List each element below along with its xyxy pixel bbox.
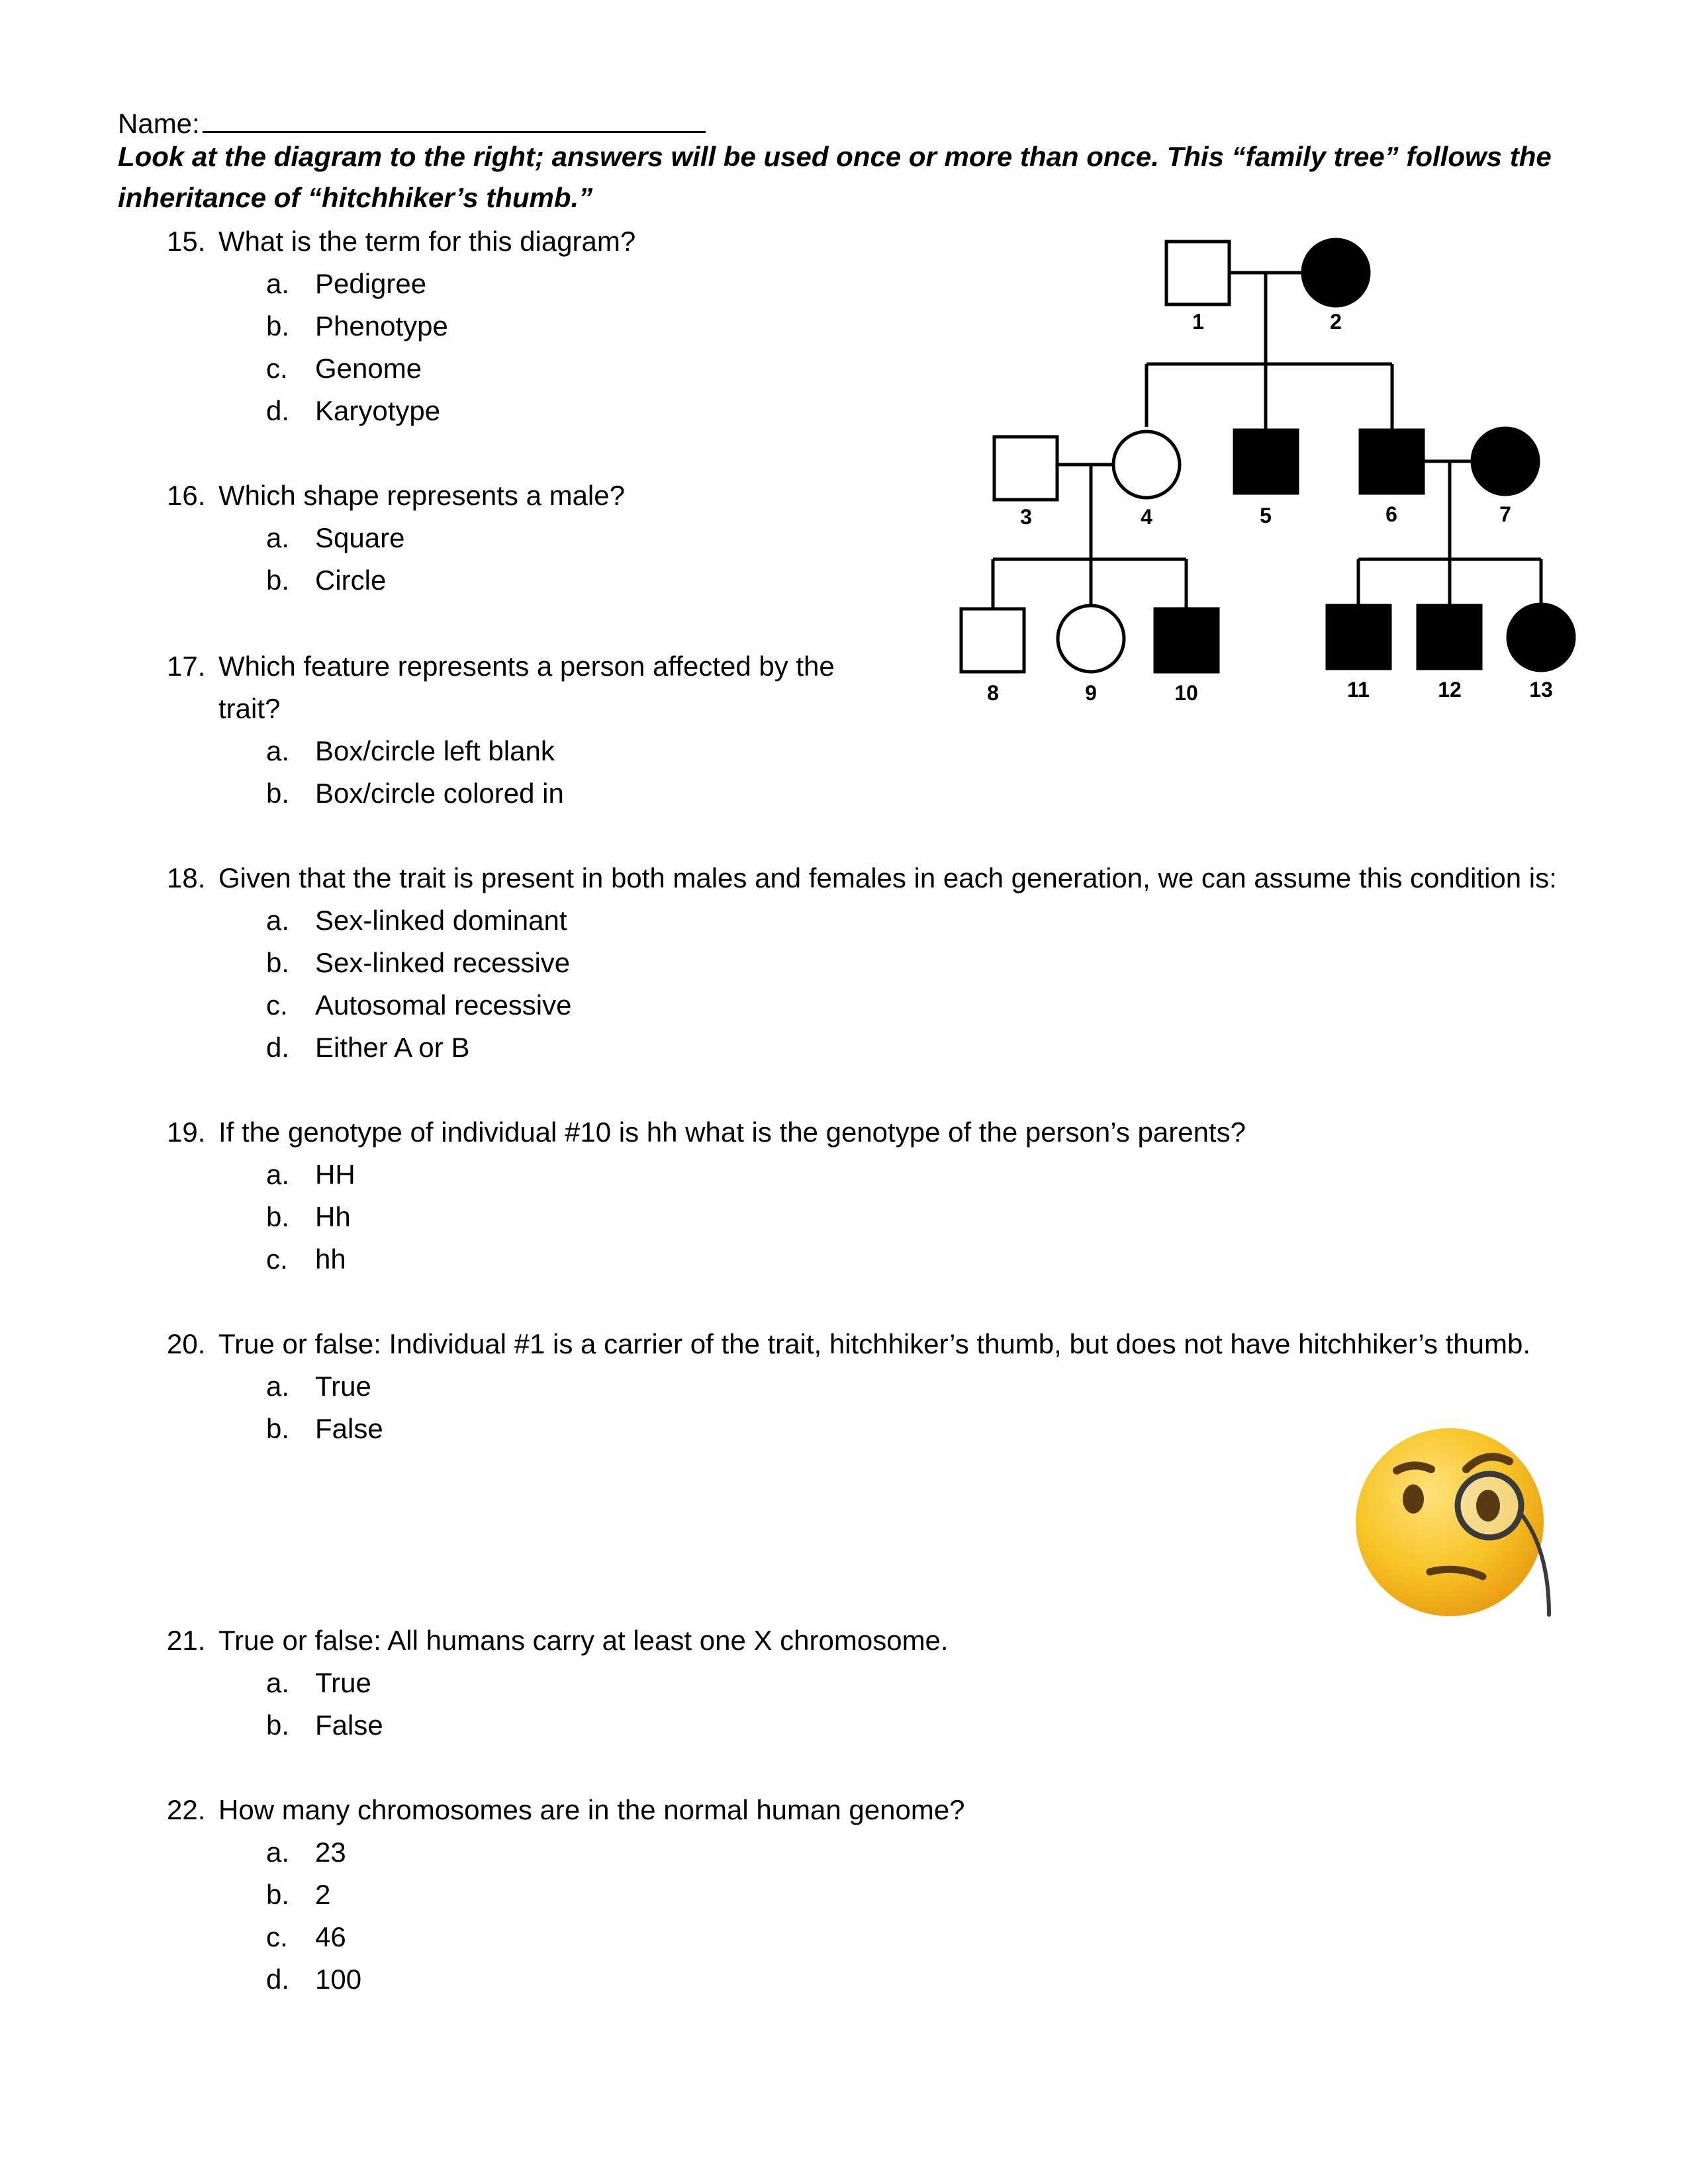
option-letter: a. — [266, 1159, 290, 1190]
name-label: Name: — [118, 108, 200, 139]
individual-5-male-affected — [1235, 430, 1297, 493]
label-1: 1 — [1192, 310, 1204, 334]
individual-10-male-affected — [1155, 609, 1218, 672]
individual-13-female-affected — [1508, 604, 1574, 670]
option-text: 2 — [315, 1879, 331, 1910]
question-20 — [167, 1330, 1530, 1358]
q18-option-c[interactable] — [266, 991, 572, 1019]
label-9: 9 — [1085, 681, 1097, 705]
q22-option-c[interactable] — [266, 1923, 346, 1951]
option-letter: d. — [266, 1032, 290, 1063]
option-text: Autosomal recessive — [315, 989, 572, 1021]
option-letter: b. — [266, 565, 290, 596]
q20-option-b[interactable] — [266, 1415, 383, 1443]
option-letter: a. — [266, 905, 290, 936]
option-letter: a. — [266, 735, 290, 766]
question-number: 22. — [167, 1794, 206, 1825]
question-text: Given that the trait is present in both males and females in each generation, we can assume this condition is: — [218, 862, 1557, 893]
option-text: Square — [315, 522, 405, 553]
option-letter: a. — [266, 1837, 290, 1868]
label-12: 12 — [1438, 678, 1462, 702]
option-letter: c. — [266, 1921, 288, 1952]
q21-option-a[interactable] — [266, 1669, 371, 1697]
question-number: 18. — [167, 862, 206, 893]
option-letter: b. — [266, 1413, 290, 1444]
option-text: Pedigree — [315, 268, 427, 299]
question-number: 15. — [167, 226, 206, 257]
question-21 — [167, 1627, 949, 1655]
q18-option-b[interactable] — [266, 949, 570, 977]
option-letter: b. — [266, 947, 290, 978]
option-text: 100 — [315, 1964, 362, 1995]
label-8: 8 — [987, 681, 999, 705]
option-text: Box/circle left blank — [315, 735, 555, 766]
option-letter: a. — [266, 522, 290, 553]
question-number: 21. — [167, 1625, 206, 1656]
name-field-row — [118, 105, 706, 138]
q15-option-b[interactable] — [266, 312, 448, 340]
option-text: Box/circle colored in — [315, 778, 564, 809]
question-text: Which feature represents a person affected by the — [218, 651, 835, 682]
label-6: 6 — [1385, 502, 1397, 526]
question-17 — [167, 653, 835, 680]
q19-option-a[interactable] — [266, 1161, 355, 1189]
option-letter: c. — [266, 353, 288, 384]
option-text: hh — [315, 1244, 346, 1275]
individual-1-male-unaffected — [1166, 242, 1229, 304]
option-letter: a. — [266, 268, 290, 299]
label-2: 2 — [1330, 310, 1342, 334]
option-text: Hh — [315, 1201, 351, 1232]
pedigree-diagram — [940, 228, 1589, 718]
label-10: 10 — [1174, 681, 1198, 705]
q19-option-c[interactable] — [266, 1246, 346, 1273]
label-3: 3 — [1020, 505, 1032, 529]
option-letter: c. — [266, 1244, 288, 1275]
option-letter: d. — [266, 395, 290, 426]
q15-option-d[interactable] — [266, 397, 440, 425]
question-number: 20. — [167, 1328, 206, 1359]
question-19 — [167, 1118, 1246, 1146]
q20-option-a[interactable] — [266, 1373, 371, 1400]
question-15 — [167, 228, 635, 255]
option-text: Genome — [315, 353, 422, 384]
individual-11-male-affected — [1327, 606, 1390, 668]
q19-option-b[interactable] — [266, 1203, 351, 1231]
instructions-line-1: Look at the diagram to the right; answers will be used once or more than once. This “family tree” follows the — [118, 141, 1552, 172]
question-17-continuation: trait? — [218, 693, 281, 724]
question-16 — [167, 482, 625, 510]
option-letter: b. — [266, 310, 290, 341]
option-letter: a. — [266, 1667, 290, 1698]
option-letter: b. — [266, 1709, 290, 1741]
option-text: Sex-linked recessive — [315, 947, 571, 978]
option-letter: d. — [266, 1964, 290, 1995]
question-18 — [167, 864, 1557, 892]
option-letter: b. — [266, 1879, 290, 1910]
instructions-line-2: inheritance of “hitchhiker’s thumb.” — [118, 182, 593, 213]
q17-option-b[interactable] — [266, 780, 564, 807]
option-letter: c. — [266, 989, 288, 1021]
option-letter: b. — [266, 778, 290, 809]
q21-option-b[interactable] — [266, 1711, 383, 1739]
option-text: 23 — [315, 1837, 346, 1868]
label-5: 5 — [1260, 504, 1272, 527]
q18-option-d[interactable] — [266, 1034, 469, 1062]
q15-option-a[interactable] — [266, 270, 426, 298]
individual-12-male-affected — [1418, 606, 1481, 668]
question-text: How many chromosomes are in the normal human genome? — [218, 1794, 965, 1825]
q18-option-a[interactable] — [266, 907, 567, 934]
option-text: 46 — [315, 1921, 346, 1952]
individual-6-male-affected — [1360, 430, 1423, 493]
q22-option-b[interactable] — [266, 1881, 330, 1909]
option-text: False — [315, 1413, 383, 1444]
individual-4-female-unaffected — [1113, 432, 1180, 498]
option-letter: b. — [266, 1201, 290, 1232]
name-blank-line[interactable] — [203, 105, 706, 133]
question-number: 16. — [167, 480, 206, 511]
question-text: What is the term for this diagram? — [218, 226, 636, 257]
q22-option-d[interactable] — [266, 1966, 361, 1993]
option-text: True — [315, 1371, 371, 1402]
option-text: Sex-linked dominant — [315, 905, 567, 936]
question-text: If the genotype of individual #10 is hh what is the genotype of the person’s parents? — [218, 1116, 1246, 1148]
option-text: Karyotype — [315, 395, 441, 426]
question-22 — [167, 1796, 965, 1824]
individual-3-male-unaffected — [994, 437, 1057, 500]
option-text: True — [315, 1667, 371, 1698]
individual-2-female-affected — [1303, 240, 1369, 306]
label-11: 11 — [1347, 678, 1370, 702]
q15-option-c[interactable] — [266, 355, 422, 383]
individual-7-female-affected — [1472, 428, 1538, 494]
question-number: 19. — [167, 1116, 206, 1148]
face-with-monocle-icon — [1350, 1423, 1569, 1628]
individual-8-male-unaffected — [961, 609, 1024, 672]
option-text: Either A or B — [315, 1032, 470, 1063]
question-text: True or false: Individual #1 is a carrier of the trait, hitchhiker’s thumb, but does not have hitchhiker’s thumb. — [218, 1328, 1531, 1359]
question-text: True or false: All humans carry at least one X chromosome. — [218, 1625, 949, 1656]
option-text: False — [315, 1709, 383, 1741]
q22-option-a[interactable] — [266, 1839, 346, 1866]
question-number: 17. — [167, 651, 206, 682]
option-text: Circle — [315, 565, 387, 596]
label-7: 7 — [1499, 502, 1511, 526]
q16-option-b[interactable] — [266, 567, 386, 594]
option-letter: a. — [266, 1371, 290, 1402]
q16-option-a[interactable] — [266, 524, 404, 552]
option-text: Phenotype — [315, 310, 448, 341]
q17-option-a[interactable] — [266, 737, 555, 765]
label-4: 4 — [1141, 505, 1152, 529]
individual-9-female-unaffected — [1058, 606, 1124, 672]
label-13: 13 — [1529, 678, 1553, 702]
question-text: Which shape represents a male? — [218, 480, 625, 511]
option-text: HH — [315, 1159, 355, 1190]
